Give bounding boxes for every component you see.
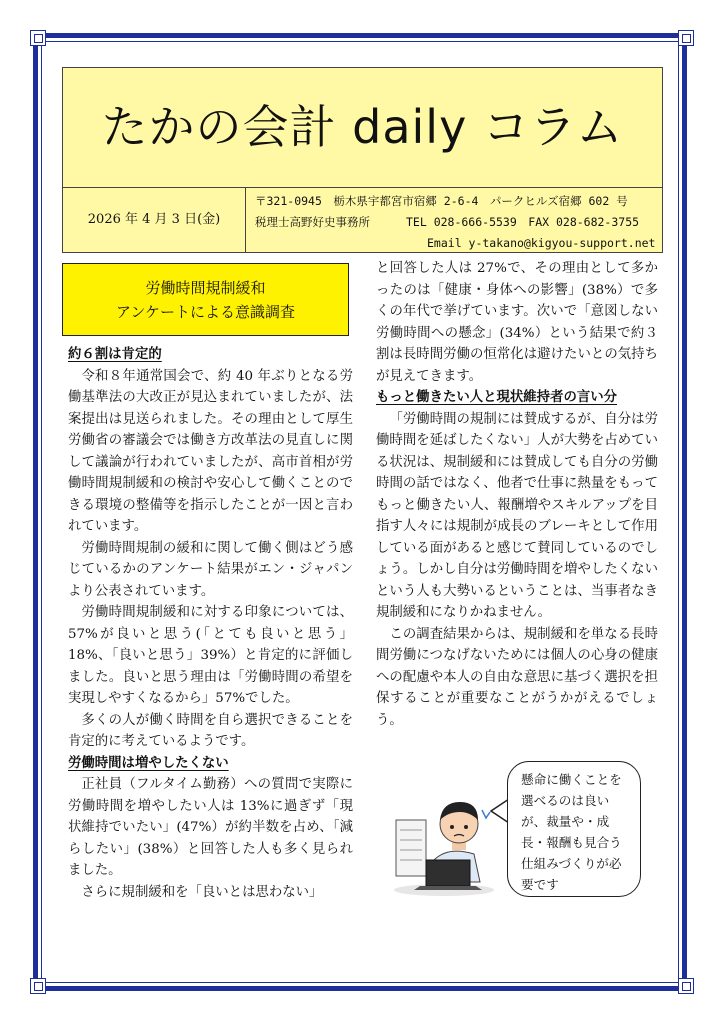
corner-ornament-bottom-left (30, 978, 46, 994)
article-paragraph: と回答した人は 27%で、その理由として多かったのは「健康・身体への影響」(38%）で多くの年代で挙げています。次いで「意図しない労働時間への懸念」(34%）という結果で約３割は長時間労働の恒常化は避けたいとの気持ちが見えてきます。 (376, 261, 658, 384)
office-line (255, 212, 655, 233)
section-heading-opinions: もっと働きたい人と現状維持者の言い分 (376, 389, 618, 405)
article-paragraph: さらに規制緩和を「良いとは思わない」 (81, 884, 323, 900)
issue-date: 2026 年 4 月 3 日(金) (63, 188, 246, 252)
corner-ornament-bottom-right (678, 978, 694, 994)
article-paragraph: 労働時間規制の緩和に関して働く側はどう感じているかのアンケート結果がエン・ジャパンより公表されています。 (68, 540, 353, 599)
feature-heading-line-1: 労働時間規制緩和 (145, 279, 266, 297)
article-paragraph: 多くの人が働く時間を自ら選択できることを肯定的に考えているようです。 (68, 712, 353, 749)
section-heading-hours: 労働時間は増やしたくない (68, 754, 229, 771)
masthead (62, 67, 663, 253)
article-column-left (68, 344, 353, 903)
office-email: Email y-takano@kigyou-support.net (427, 236, 656, 250)
section-heading-positive: 約６割は肯定的 (68, 346, 162, 362)
article-paragraph: 労働時間規制緩和に対する印象については、57%が良いと思う(「とても良いと思う」18%、「良いと思う」39%）と肯定的に評価しました。良いと思う理由は「労働時間の希望を実現しやすくなるから」57%でした。 (68, 605, 353, 706)
article-paragraph: 正社員（フルタイム勤務）への質問で実際に労働時間を増やしたい人は 13%に過ぎず「現状維持でいたい」(47%）が約半数を占め、「減らしたい」(38%）と回答した人も多く見られました。 (68, 777, 353, 878)
overworked-laptop-worker-icon (388, 790, 500, 898)
office-tel-fax: TEL 028-666-5539 FAX 028-682-3755 (406, 215, 640, 229)
feature-heading-line-2: アンケートによる意識調査 (115, 303, 296, 321)
office-address: 〒321-0945 栃木県宇都宮市宿郷 2-6-4 パークヒルズ宿郷 602 号 (255, 194, 628, 208)
speech-bubble: 懸命に働くことを選べるのは良いが、裁量や・成長・報酬も見合う仕組みづくりが必要です (507, 761, 641, 897)
feature-heading-box (62, 263, 349, 336)
corner-ornament-top-right (678, 30, 694, 46)
corner-ornament-top-left (30, 30, 46, 46)
article-column-right (376, 258, 658, 731)
newsletter-title: たかの会計 daily コラム (63, 68, 662, 188)
contact-block (255, 191, 655, 254)
article-paragraph: 「労働時間の規制には賛成するが、自分は労働時間を延ばしたくない」人が大勢を占めている状況は、規制緩和には賛成しても自分の労働時間の話ではなく、他者で仕事に熱量をもってもっと働きたい人、報酬増やスキルアップを目指す人々には規制が成長のブレーキとして作用している面があると感じて賛同しているのでしょう。しかし自分は労働時間を増やしたくないという人も大勢いるということは、当事者なき規制緩和になりかねません。 (376, 411, 658, 620)
office-name: 税理士高野好史事務所 (255, 215, 370, 229)
article-paragraph: 令和８年通常国会で、約 40 年ぶりとなる労働基準法の大改正が見込まれていましたが、法案提出は見送られました。その理由として厚生労働省の審議会では働き方改革法の見直しに関して議論が行われていましたが、高市首相が労働時間規制緩和の検討や安心して働くことのできる環境の整備等を指示したことが一因と言われています。 (68, 368, 353, 534)
article-paragraph: この調査結果からは、規制緩和を単なる長時間労働につなげないためには個人の心身の健康への配慮や本人の自由な意思に基づく選択を担保することが重要なことがうかがえるでしょう。 (376, 626, 658, 728)
